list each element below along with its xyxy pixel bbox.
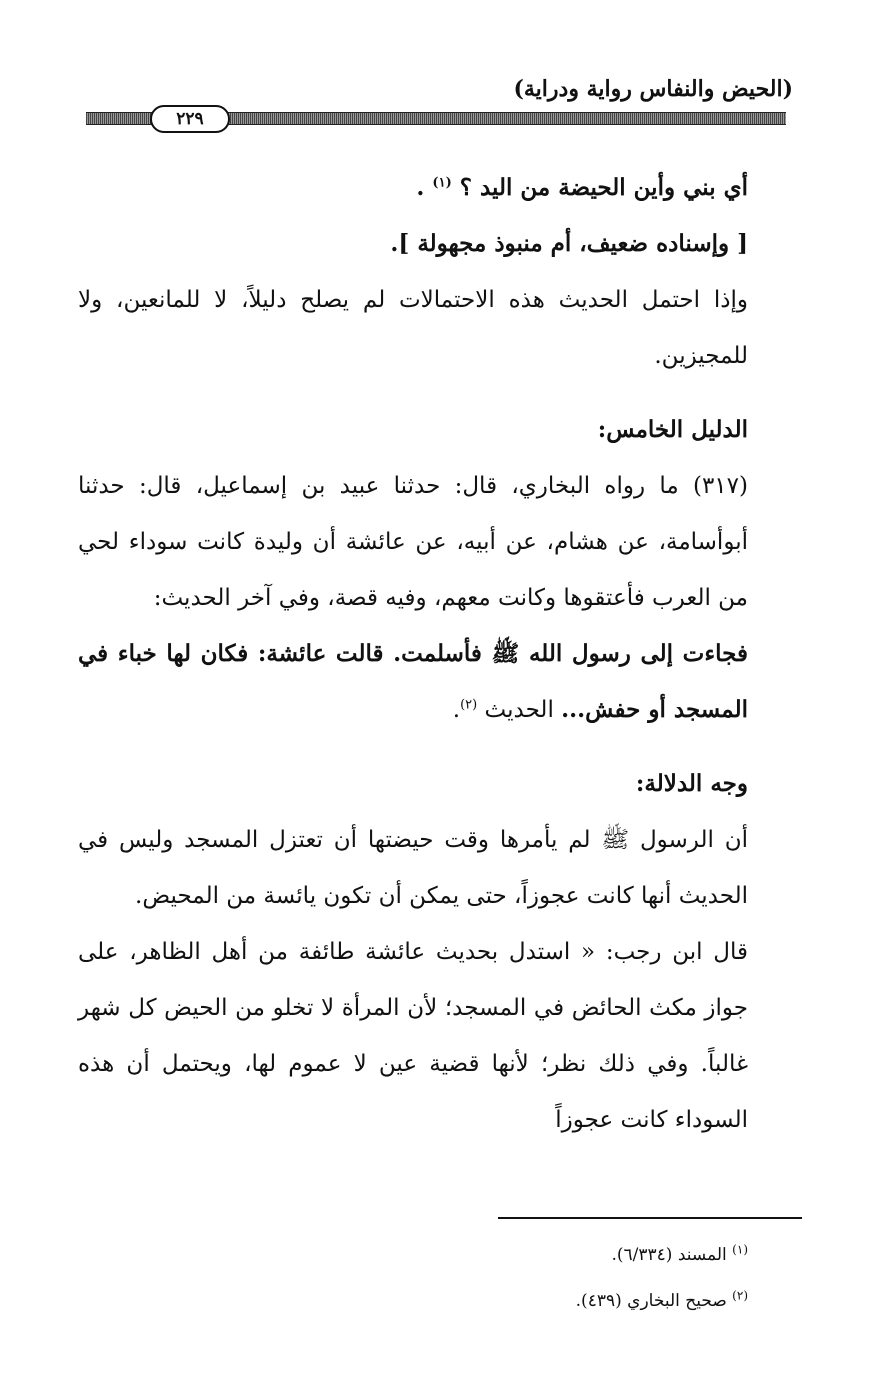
footnote-1-text: المسند (٦/٣٣٤). [611, 1245, 733, 1265]
paragraph-1-text: أي بني وأين الحيضة من اليد ؟ [451, 174, 748, 201]
footnote-2-text: صحيح البخاري (٤٣٩). [575, 1291, 733, 1311]
footnotes [248, 1232, 748, 1324]
paragraph-2: [ وإسناده ضعيف، أم منبوذ مجهولة ]. [390, 230, 748, 257]
footnote-ref-1: (١) [432, 175, 452, 191]
paragraph-5 [78, 626, 748, 738]
running-title: (الحيض والنفاس رواية ودراية) [513, 76, 793, 102]
paragraph-3: وإذا احتمل الحديث هذه الاحتمالات لم يصلح دليلاً، لا للمانعين، ولا للمجيزين. [78, 287, 748, 369]
paragraph-7: قال ابن رجب: « استدل بحديث عائشة طائفة من أهل الظاهر، على جواز مكث الحائض في المسجد؛ لأن المرأة لا تخلو من الحيض كل شهر غالباً. وفي ذلك نظر؛ لأنها قضية عين لا عموم لها، ويحتمل أن هذه السوداء كانت عجوزاً [78, 939, 748, 1133]
footnote-1 [248, 1232, 748, 1278]
paragraph-5-hadith: فجاءت إلى رسول الله ﷺ فأسلمت. قالت عائشة: فكان لها خباء في المسجد أو حفش... [78, 640, 748, 723]
paragraph-4: (٣١٧) ما رواه البخاري، قال: حدثنا عبيد بن إسماعيل، قال: حدثنا أبوأسامة، عن هشام، عن أبيه، عن عائشة أن وليدة كانت سوداء لحي من العرب فأعتقوها وكانت معهم، وفيه قصة، وفي آخر الحديث: [78, 473, 748, 611]
footnote-ref-2: (٢) [460, 697, 478, 713]
footnote-1-mark: (١) [732, 1242, 748, 1257]
main-text [78, 160, 748, 1148]
paragraph-1-end: . [416, 174, 433, 201]
heading-evidence-aspect: وجه الدلالة: [635, 770, 748, 797]
footnote-2 [248, 1278, 748, 1324]
footnote-2-mark: (٢) [732, 1288, 748, 1303]
paragraph-1 [78, 160, 748, 216]
page-number: ٢٢٩ [150, 105, 230, 133]
paragraph-6: أن الرسول ﷺ لم يأمرها وقت حيضتها أن تعتزل المسجد وليس في الحديث أنها كانت عجوزاً، حتى يمكن أن تكون يائسة من المحيض. [78, 827, 748, 909]
paragraph-5-rest: الحديث [477, 697, 562, 723]
heading-fifth-evidence: الدليل الخامس: [597, 416, 748, 443]
paragraph-5-end: . [452, 697, 461, 723]
footnote-rule [498, 1217, 802, 1219]
